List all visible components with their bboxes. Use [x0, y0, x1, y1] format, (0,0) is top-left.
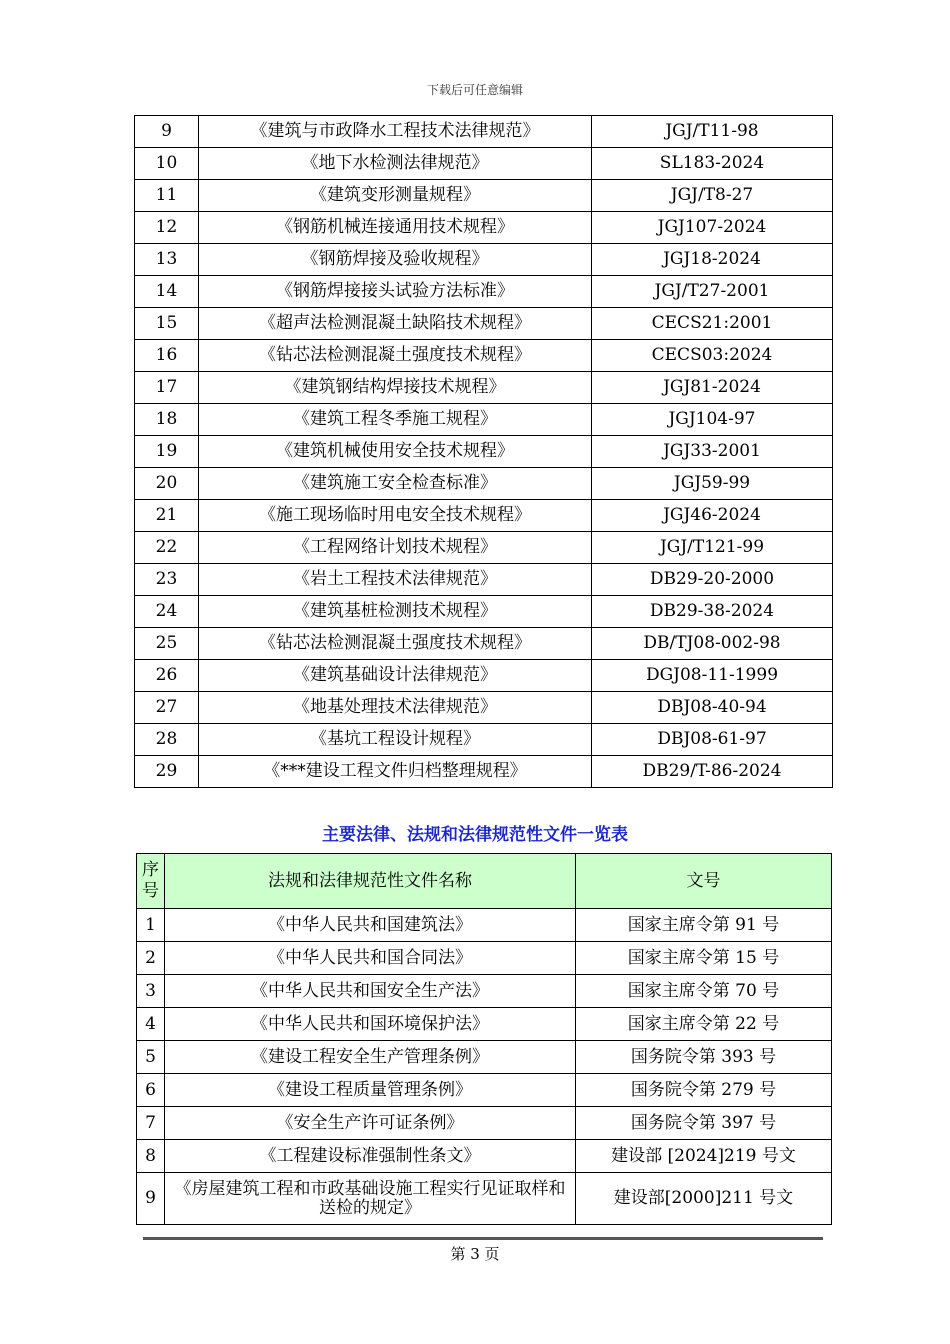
cell-code: JGJ18-2024	[592, 244, 833, 276]
cell-no: 12	[135, 212, 199, 244]
table-row	[135, 500, 833, 532]
table-row	[135, 148, 833, 180]
cell-no: 27	[135, 692, 199, 724]
table-row	[135, 404, 833, 436]
cell-name: 《基坑工程设计规程》	[199, 724, 592, 756]
cell-code: 国务院令第 279 号	[576, 1074, 832, 1107]
cell-no: 17	[135, 372, 199, 404]
table-row	[137, 975, 832, 1008]
cell-no: 15	[135, 308, 199, 340]
cell-no: 28	[135, 724, 199, 756]
cell-name: 《建设工程质量管理条例》	[165, 1074, 576, 1107]
table-row	[135, 660, 833, 692]
table-row	[137, 1140, 832, 1173]
cell-name: 《超声法检测混凝土缺陷技术规程》	[199, 308, 592, 340]
cell-no: 8	[137, 1140, 165, 1173]
cell-name: 《建筑变形测量规程》	[199, 180, 592, 212]
table-row	[135, 372, 833, 404]
cell-name: 《地下水检测法律规范》	[199, 148, 592, 180]
cell-no: 2	[137, 942, 165, 975]
cell-code: JGJ/T11-98	[592, 116, 833, 148]
cell-name: 《建筑基桩检测技术规程》	[199, 596, 592, 628]
cell-name: 《钢筋焊接接头试验方法标准》	[199, 276, 592, 308]
cell-code: SL183-2024	[592, 148, 833, 180]
cell-code: JGJ33-2001	[592, 436, 833, 468]
column-header-no-line2: 号	[142, 881, 159, 901]
cell-no: 14	[135, 276, 199, 308]
cell-no: 4	[137, 1008, 165, 1041]
cell-name: 《建筑机械使用安全技术规程》	[199, 436, 592, 468]
table-row	[137, 909, 832, 942]
cell-name: 《钢筋机械连接通用技术规程》	[199, 212, 592, 244]
cell-name: 《建筑工程冬季施工规程》	[199, 404, 592, 436]
cell-no: 11	[135, 180, 199, 212]
cell-no: 19	[135, 436, 199, 468]
cell-name: 《中华人民共和国合同法》	[165, 942, 576, 975]
table-row	[137, 1074, 832, 1107]
table-row	[135, 116, 833, 148]
cell-name: 《施工现场临时用电安全技术规程》	[199, 500, 592, 532]
cell-no: 10	[135, 148, 199, 180]
table-row	[135, 692, 833, 724]
cell-no: 29	[135, 756, 199, 788]
cell-name: 《***建设工程文件归档整理规程》	[199, 756, 592, 788]
cell-code: DB29-20-2000	[592, 564, 833, 596]
cell-no: 5	[137, 1041, 165, 1074]
laws-table-body	[137, 909, 832, 1225]
cell-code: CECS21:2001	[592, 308, 833, 340]
section-title: 主要法律、法规和法律规范性文件一览表	[322, 825, 628, 845]
cell-code: DBJ08-61-97	[592, 724, 833, 756]
footer-divider	[143, 1237, 823, 1240]
column-header-no-line1: 序	[142, 860, 159, 880]
table-row	[135, 564, 833, 596]
cell-name: 《建筑施工安全检查标准》	[199, 468, 592, 500]
column-header-name: 法规和法律规范性文件名称	[165, 854, 576, 909]
table-row	[135, 244, 833, 276]
cell-code: 国家主席令第 70 号	[576, 975, 832, 1008]
table-row	[135, 308, 833, 340]
cell-no: 23	[135, 564, 199, 596]
cell-code: JGJ81-2024	[592, 372, 833, 404]
cell-no: 24	[135, 596, 199, 628]
cell-name: 《中华人民共和国安全生产法》	[165, 975, 576, 1008]
cell-no: 26	[135, 660, 199, 692]
cell-code: 国家主席令第 91 号	[576, 909, 832, 942]
cell-code: JGJ46-2024	[592, 500, 833, 532]
page-number: 第 3 页	[450, 1245, 500, 1263]
cell-name: 《岩土工程技术法律规范》	[199, 564, 592, 596]
cell-no: 1	[137, 909, 165, 942]
cell-no: 9	[135, 116, 199, 148]
table-row	[135, 436, 833, 468]
table-row	[135, 468, 833, 500]
standards-table	[134, 115, 833, 788]
cell-code: JGJ/T27-2001	[592, 276, 833, 308]
cell-code: CECS03:2024	[592, 340, 833, 372]
cell-code: JGJ104-97	[592, 404, 833, 436]
laws-header-row	[137, 854, 832, 909]
laws-table	[136, 853, 832, 1225]
cell-code: DB29/T-86-2024	[592, 756, 833, 788]
cell-code: 国家主席令第 15 号	[576, 942, 832, 975]
cell-name: 《建筑钢结构焊接技术规程》	[199, 372, 592, 404]
cell-no: 13	[135, 244, 199, 276]
cell-name: 《房屋建筑工程和市政基础设施工程实行见证取样和送检的规定》	[165, 1173, 576, 1225]
table-row	[135, 756, 833, 788]
cell-no: 18	[135, 404, 199, 436]
cell-code: 国家主席令第 22 号	[576, 1008, 832, 1041]
cell-code: 国务院令第 397 号	[576, 1107, 832, 1140]
cell-name: 《钻芯法检测混凝土强度技术规程》	[199, 628, 592, 660]
table-row	[135, 276, 833, 308]
cell-code: DGJ08-11-1999	[592, 660, 833, 692]
cell-no: 21	[135, 500, 199, 532]
cell-code: 建设部 [2024]219 号文	[576, 1140, 832, 1173]
column-header-no	[137, 854, 165, 909]
cell-code: DBJ08-40-94	[592, 692, 833, 724]
cell-name: 《安全生产许可证条例》	[165, 1107, 576, 1140]
cell-code: DB/TJ08-002-98	[592, 628, 833, 660]
table-row	[135, 180, 833, 212]
table-row	[135, 628, 833, 660]
cell-no: 9	[137, 1173, 165, 1225]
cell-code: JGJ107-2024	[592, 212, 833, 244]
table-row	[137, 1107, 832, 1140]
cell-name: 《钢筋焊接及验收规程》	[199, 244, 592, 276]
table-row	[135, 596, 833, 628]
cell-name: 《工程建设标准强制性条文》	[165, 1140, 576, 1173]
cell-no: 6	[137, 1074, 165, 1107]
cell-name: 《建设工程安全生产管理条例》	[165, 1041, 576, 1074]
cell-code: 国务院令第 393 号	[576, 1041, 832, 1074]
table-row	[135, 724, 833, 756]
cell-no: 3	[137, 975, 165, 1008]
column-header-code: 文号	[576, 854, 832, 909]
cell-name: 《工程网络计划技术规程》	[199, 532, 592, 564]
cell-name: 《建筑与市政降水工程技术法律规范》	[199, 116, 592, 148]
table-row	[137, 1008, 832, 1041]
cell-code: JGJ/T121-99	[592, 532, 833, 564]
cell-no: 16	[135, 340, 199, 372]
cell-code: 建设部[2000]211 号文	[576, 1173, 832, 1225]
cell-no: 25	[135, 628, 199, 660]
cell-name: 《中华人民共和国环境保护法》	[165, 1008, 576, 1041]
cell-name: 《建筑基础设计法律规范》	[199, 660, 592, 692]
cell-no: 7	[137, 1107, 165, 1140]
table-row	[137, 942, 832, 975]
table-row	[135, 532, 833, 564]
standards-table-body	[135, 116, 833, 788]
table-row	[135, 340, 833, 372]
table-row	[137, 1173, 832, 1225]
table-row	[135, 212, 833, 244]
cell-name: 《地基处理技术法律规范》	[199, 692, 592, 724]
table-row	[137, 1041, 832, 1074]
page-header: 下载后可任意编辑	[426, 83, 523, 97]
cell-code: DB29-38-2024	[592, 596, 833, 628]
cell-name: 《钻芯法检测混凝土强度技术规程》	[199, 340, 592, 372]
cell-name: 《中华人民共和国建筑法》	[165, 909, 576, 942]
cell-code: JGJ/T8-27	[592, 180, 833, 212]
cell-no: 20	[135, 468, 199, 500]
cell-code: JGJ59-99	[592, 468, 833, 500]
cell-no: 22	[135, 532, 199, 564]
